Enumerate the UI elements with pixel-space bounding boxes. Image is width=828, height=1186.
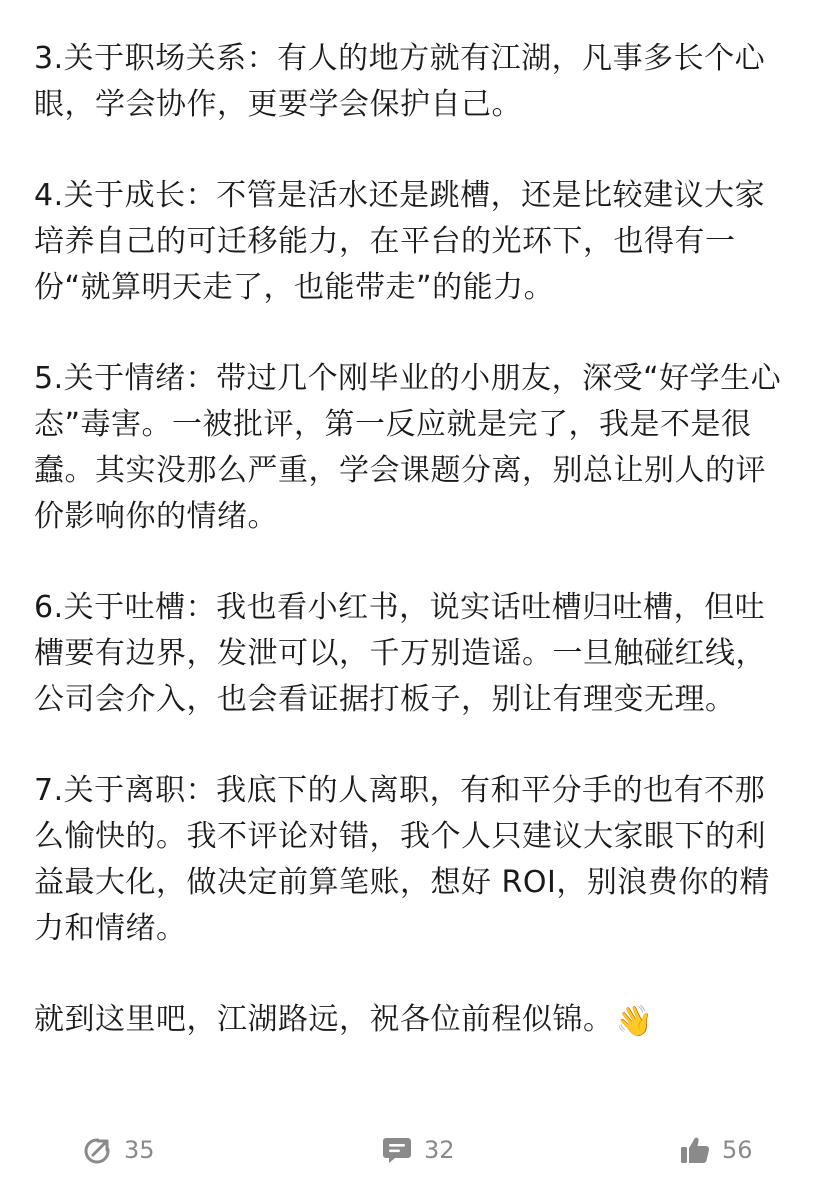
paragraph-workplace-relations: 3.关于职场关系：有人的地方就有江湖，凡事多长个心眼，学会协作，更要学会保护自己。 (34, 41, 766, 122)
post-body (34, 36, 794, 1045)
closing-text: 就到这里吧，江湖路远，祝各位前程似锦。 (34, 1002, 614, 1037)
like-count: 56 (722, 1136, 753, 1164)
closing-line (34, 997, 794, 1045)
waving-hand-icon: 👋 (615, 1004, 654, 1039)
paragraph-complaints: 6.关于吐槽：我也看小红书，说实话吐槽归吐槽，但吐槽要有边界，发泄可以，千万别造谣。一旦触碰红线，公司会介入，也会看证据打板子，别让有理变无理。 (34, 590, 766, 717)
paragraph-growth: 4.关于成长：不管是活水还是跳槽，还是比较建议大家培养自己的可迁移能力，在平台的光环下，也得有一份“就算明天走了，也能带走”的能力。 (34, 178, 766, 305)
comment-count: 32 (424, 1136, 455, 1164)
like-button[interactable] (680, 1136, 753, 1164)
thumbs-up-icon (680, 1136, 710, 1164)
share-count: 35 (124, 1136, 155, 1164)
share-button[interactable] (84, 1136, 155, 1164)
comment-icon (382, 1136, 412, 1164)
share-icon (84, 1136, 112, 1164)
comment-button[interactable] (382, 1136, 455, 1164)
paragraph-emotions: 5.关于情绪：带过几个刚毕业的小朋友，深受“好学生心态”毒害。一被批评，第一反应就是完了，我是不是很蠢。其实没那么严重，学会课题分离，别总让别人的评价影响你的情绪。 (34, 361, 782, 534)
action-bar (0, 1130, 828, 1182)
paragraph-resignation: 7.关于离职：我底下的人离职，有和平分手的也有不那么愉快的。我不评论对错，我个人只建议大家眼下的利益最大化，做决定前算笔账，想好 ROI，别浪费你的精力和情绪。 (34, 773, 770, 946)
